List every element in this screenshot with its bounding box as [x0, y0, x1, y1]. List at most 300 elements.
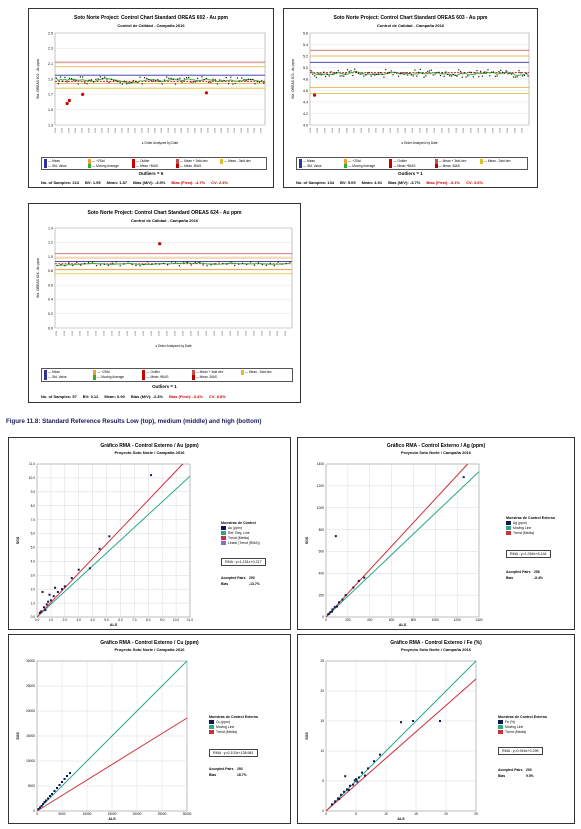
- stat-label: No. of Samples:: [41, 180, 73, 185]
- x-tick-label: 400: [367, 618, 373, 622]
- stat-label: Bias: [221, 582, 229, 586]
- stat-label: No. of Samples:: [296, 180, 328, 185]
- data-point: [50, 599, 52, 601]
- y-tick-label: 5000: [27, 784, 35, 789]
- sample-point: [88, 262, 89, 263]
- sample-point: [246, 264, 247, 265]
- rma-chart-au: [8, 437, 291, 630]
- y-tick-label: 20000: [26, 709, 35, 714]
- sample-point: [445, 71, 446, 72]
- outlier-point: [205, 91, 208, 94]
- x-tick-label: 2016: [214, 128, 217, 133]
- sample-point: [124, 81, 125, 82]
- x-tick-label: 2016: [81, 128, 84, 133]
- x-axis-label: ♦ Order Analyzed by Date: [141, 141, 179, 145]
- sample-point: [208, 82, 209, 83]
- data-point: [344, 775, 346, 777]
- sample-point: [464, 72, 465, 73]
- rma-stats: [506, 569, 543, 581]
- legend-title: Muestras de Control Externo: [498, 715, 548, 719]
- stat-value: 293: [249, 576, 255, 580]
- y-tick-label: 0.6: [48, 283, 53, 288]
- stat-bias2: [426, 180, 460, 185]
- y-tick-label: 0.4: [48, 297, 53, 302]
- x-tick-label: 2016: [434, 128, 437, 133]
- x-tick-label: 2016: [147, 128, 150, 133]
- y-tick-label: 4.6: [303, 88, 308, 93]
- data-point: [51, 793, 53, 795]
- y-tick-label: 1.2: [48, 240, 53, 245]
- sample-point: [190, 82, 191, 83]
- sample-point: [400, 73, 401, 74]
- legend-title: Muestras de Control Externo: [209, 715, 259, 719]
- sample-point: [217, 83, 218, 84]
- data-point: [108, 535, 110, 537]
- rma-equation: RMA : y=0.916x+0.299: [498, 747, 543, 755]
- sample-point: [56, 265, 57, 266]
- x-tick-label: 2016: [426, 128, 429, 133]
- stat-label: BV:: [85, 180, 93, 185]
- sample-point: [175, 83, 176, 84]
- data-point: [328, 613, 330, 615]
- sample-point: [155, 263, 156, 264]
- data-point: [352, 784, 354, 786]
- sample-point: [259, 82, 260, 83]
- sample-point: [442, 72, 443, 73]
- legend-entry: — Outlier: [142, 370, 191, 375]
- stats-row: [41, 394, 226, 399]
- data-point: [42, 803, 44, 805]
- data-point: [373, 760, 375, 762]
- sample-point: [456, 76, 457, 77]
- sample-point: [261, 80, 262, 81]
- y-tick-label: 400: [318, 571, 324, 576]
- sample-point: [115, 80, 116, 81]
- legend-entry: — Mean - 3std dev: [220, 159, 264, 164]
- x-tick-label: 2016: [103, 331, 106, 336]
- x-tick-label: 2016: [194, 128, 197, 133]
- sample-point: [71, 78, 72, 79]
- x-tick-label: 2016: [229, 331, 232, 336]
- sample-point: [222, 263, 223, 264]
- x-tick-label: 2016: [128, 128, 131, 133]
- sample-point: [487, 69, 488, 70]
- rma-chart-fe: [297, 634, 575, 824]
- sample-point: [451, 75, 452, 76]
- legend-entry: — Moving Average: [344, 164, 389, 169]
- y-tick-label: 1.5: [48, 107, 53, 112]
- x-tick-label: 2.0: [62, 618, 68, 622]
- x-tick-label: 15000: [107, 812, 117, 816]
- data-point: [150, 474, 152, 476]
- chart-title: Gráfico RMA - Control Externo / Ag (ppm): [386, 443, 486, 449]
- data-point: [45, 800, 47, 802]
- figure-caption: Figure 11.8: Standard Reference Results Low (top), medium (middle) and high (bottom): [6, 418, 262, 425]
- legend-entry: — Mean: [44, 370, 93, 375]
- y-tick-label: 0: [322, 809, 324, 814]
- x-tick-label: 2016: [234, 128, 237, 133]
- stat-value: 3.6%: [473, 180, 484, 185]
- data-point: [439, 720, 441, 722]
- sample-point: [171, 261, 172, 262]
- sample-point: [206, 78, 207, 79]
- sample-point: [336, 72, 337, 73]
- stat-bias: [388, 180, 420, 185]
- y-tick-label: 5.0: [30, 545, 35, 550]
- sample-point: [289, 262, 290, 263]
- data-point: [49, 594, 51, 596]
- x-tick-label: 2016: [141, 128, 144, 133]
- sample-point: [122, 83, 123, 84]
- x-tick-label: 2016: [353, 128, 356, 133]
- sample-point: [159, 81, 160, 82]
- sample-point: [420, 69, 421, 70]
- sample-point: [239, 80, 240, 81]
- sample-point: [98, 78, 99, 79]
- x-tick-label: 3.0: [76, 618, 81, 622]
- stat-value: 1.95: [92, 180, 101, 185]
- y-tick-label: 1.9: [48, 77, 53, 82]
- x-tick-label: 2016: [441, 128, 444, 133]
- sample-point: [352, 75, 353, 76]
- sample-point: [329, 75, 330, 76]
- sample-point: [444, 76, 445, 77]
- legend-entry: — Mean +BIAS: [389, 164, 434, 169]
- x-tick-label: 2016: [108, 128, 111, 133]
- sample-point: [80, 76, 81, 77]
- x-tick-label: 2016: [375, 128, 378, 133]
- sample-point: [371, 75, 372, 76]
- x-tick-label: 2016: [261, 331, 264, 336]
- y-axis-label: Std. OREAS 624 - Au ppm: [36, 258, 40, 298]
- y-axis-label: Std. OREAS 602 - Au ppm: [36, 59, 40, 99]
- sample-point: [186, 77, 187, 78]
- chart-subtitle: Control de Calidad - Campaña 2016: [117, 23, 185, 28]
- sample-point: [84, 263, 85, 264]
- x-tick-label: 2016: [206, 331, 209, 336]
- sample-point: [175, 261, 176, 262]
- data-point: [99, 548, 101, 550]
- sample-point: [112, 263, 113, 264]
- outliers-count: Outliers = 1: [152, 384, 177, 389]
- sample-point: [234, 265, 235, 266]
- sample-point: [391, 70, 392, 71]
- stat-label: Bias (M/V):: [130, 394, 153, 399]
- data-point: [64, 585, 66, 587]
- y-tick-label: 3.0: [30, 573, 35, 578]
- sample-point: [248, 79, 249, 80]
- x-tick-label: 1400: [475, 618, 483, 622]
- chart-subtitle: Control de Calidad - Campaña 2016: [376, 23, 445, 28]
- sample-point: [241, 77, 242, 78]
- data-point: [341, 599, 343, 601]
- x-tick-label: 2016: [166, 331, 169, 336]
- stat-bv: [85, 180, 101, 185]
- x-tick-label: 2016: [95, 331, 98, 336]
- sample-point: [82, 76, 83, 77]
- y-tick-label: 30000: [26, 659, 35, 664]
- sample-point: [142, 83, 143, 84]
- sample-point: [484, 71, 485, 72]
- data-point: [46, 603, 48, 605]
- stats-row: [41, 180, 228, 185]
- stat-value: -8.4%: [534, 576, 543, 580]
- data-point: [89, 567, 91, 569]
- sample-point: [416, 76, 417, 77]
- sample-point: [509, 73, 510, 74]
- stat-bias2: [171, 180, 205, 185]
- y-tick-label: 4.8: [303, 77, 308, 82]
- sample-point: [64, 77, 65, 78]
- sample-point: [155, 80, 156, 81]
- sample-point: [78, 83, 79, 84]
- y-tick-label: 0.0: [30, 615, 35, 620]
- sample-point: [210, 264, 211, 265]
- data-point: [331, 611, 333, 613]
- x-tick-label: 2016: [190, 331, 193, 336]
- x-tick-label: 2016: [339, 128, 342, 133]
- sample-point: [257, 81, 258, 82]
- data-point: [335, 535, 337, 537]
- sample-point: [108, 265, 109, 266]
- sample-point: [427, 71, 428, 72]
- stat-label: Accepted Pairs: [209, 767, 234, 771]
- rma-legend: [209, 715, 258, 735]
- stat-value: 293: [526, 768, 532, 772]
- data-point: [56, 787, 58, 789]
- sample-point: [230, 261, 231, 262]
- data-point: [66, 775, 68, 777]
- sample-point: [475, 72, 476, 73]
- x-tick-label: 10: [384, 812, 388, 816]
- sample-point: [402, 72, 403, 73]
- sample-point: [383, 77, 384, 78]
- sample-point: [517, 76, 518, 77]
- legend-entry: — Mean -BIAS: [176, 164, 220, 169]
- sample-point: [436, 72, 437, 73]
- sample-point: [182, 82, 183, 83]
- y-axis-label: SGS: [16, 732, 20, 740]
- sample-point: [131, 264, 132, 265]
- plot-area: [37, 464, 190, 617]
- y-tick-label: 4.4: [303, 100, 308, 105]
- x-tick-label: 11.0: [187, 618, 193, 622]
- sample-point: [387, 72, 388, 73]
- sample-point: [500, 70, 501, 71]
- sample-point: [316, 77, 317, 78]
- rma-stats: [498, 767, 534, 779]
- chart-legend: [41, 157, 267, 170]
- x-tick-label: 1200: [453, 618, 461, 622]
- x-tick-label: 0: [325, 618, 327, 622]
- sample-point: [69, 78, 70, 79]
- sample-point: [230, 77, 231, 78]
- x-tick-label: 30000: [182, 812, 192, 816]
- y-tick-label: 20: [320, 689, 324, 694]
- legend-entry: Trend (Media): [221, 536, 260, 540]
- sample-point: [131, 82, 132, 83]
- x-tick-label: 2016: [174, 128, 177, 133]
- x-tick-label: 2016: [260, 128, 263, 133]
- sample-point: [168, 78, 169, 79]
- sample-point: [518, 70, 519, 71]
- x-tick-label: 2016: [187, 128, 190, 133]
- sample-point: [431, 70, 432, 71]
- x-tick-label: 2016: [127, 331, 130, 336]
- sample-point: [191, 264, 192, 265]
- sample-point: [106, 79, 107, 80]
- sample-point: [111, 79, 112, 80]
- chart-legend: [41, 368, 293, 382]
- x-tick-label: 2016: [285, 331, 288, 336]
- stat-label: CV:: [208, 394, 217, 399]
- data-point: [78, 569, 80, 571]
- sample-point: [312, 74, 313, 75]
- stat-bias: [133, 180, 165, 185]
- sample-point: [221, 81, 222, 82]
- rma-equation: RMA : y=1.151x+0.217: [221, 558, 266, 566]
- data-point: [43, 606, 45, 608]
- stat-n: [296, 180, 334, 185]
- x-tick-label: 200: [345, 618, 351, 622]
- x-tick-label: 2016: [277, 331, 280, 336]
- sample-point: [164, 80, 165, 81]
- x-tick-label: 2016: [499, 128, 502, 133]
- x-tick-label: 2016: [201, 128, 203, 133]
- sample-point: [323, 72, 324, 73]
- x-tick-label: 2016: [150, 331, 153, 336]
- sample-point: [120, 265, 121, 266]
- sample-point: [334, 72, 335, 73]
- stat-value: 4.91: [374, 180, 383, 185]
- stats-row: [296, 180, 483, 185]
- sample-point: [146, 78, 147, 79]
- sample-point: [496, 75, 497, 76]
- x-tick-label: 2016: [521, 128, 524, 133]
- legend-entry: Moving Line: [209, 725, 258, 729]
- x-tick-label: 2016: [88, 128, 91, 133]
- data-point: [349, 785, 351, 787]
- sample-point: [120, 82, 121, 83]
- legend-entry: Lineal (Trend (RMA)): [221, 541, 260, 545]
- stat-bias: [131, 394, 163, 399]
- x-tick-label: 0: [36, 812, 38, 816]
- x-tick-label: 2016: [55, 128, 58, 133]
- sample-point: [310, 70, 311, 71]
- stat-label: BV:: [340, 180, 348, 185]
- legend-entry: — +2Std: [93, 370, 142, 375]
- stat-label: CV:: [466, 180, 474, 185]
- y-axis-label: SGS: [305, 536, 309, 545]
- data-point: [334, 800, 336, 802]
- y-tick-label: 4.0: [30, 559, 35, 564]
- sample-point: [195, 81, 196, 82]
- sample-point: [347, 69, 348, 70]
- chart-title: Gráfico RMA - Control Externo / Cu (ppm): [100, 640, 199, 646]
- y-tick-label: 1.0: [30, 601, 35, 606]
- sample-point: [319, 73, 320, 74]
- sample-point: [527, 75, 528, 76]
- sample-point: [128, 82, 129, 83]
- outlier-point: [66, 102, 69, 105]
- x-tick-label: 2016: [269, 331, 272, 336]
- stat-value: 9.5%: [526, 774, 534, 778]
- stat-value: 256: [534, 570, 540, 574]
- chart-subtitle: Control de Calidad - Campaña 2016: [130, 218, 199, 223]
- data-point: [39, 612, 41, 614]
- sample-point: [403, 74, 404, 75]
- sample-point: [340, 75, 341, 76]
- sample-point: [58, 83, 59, 84]
- sample-point: [184, 78, 185, 79]
- stat-label: BV:: [82, 394, 91, 399]
- x-tick-label: 2016: [134, 331, 137, 336]
- sample-point: [433, 74, 434, 75]
- data-point: [69, 772, 71, 774]
- y-tick-label: 5: [322, 779, 324, 784]
- legend-entry: [480, 164, 525, 169]
- stat-value: -3.5%: [154, 180, 166, 185]
- sample-point: [62, 81, 63, 82]
- x-tick-label: 15: [414, 812, 418, 816]
- outlier-point: [81, 93, 84, 96]
- sample-point: [467, 75, 468, 76]
- sample-point: [504, 73, 505, 74]
- outliers-count: Outliers = 5: [138, 171, 164, 176]
- sample-point: [73, 80, 74, 81]
- data-point: [364, 775, 366, 777]
- sample-point: [489, 75, 490, 76]
- sample-point: [478, 76, 479, 77]
- x-tick-label: 6.0: [118, 618, 123, 622]
- x-tick-label: 2016: [485, 128, 488, 133]
- sample-point: [137, 82, 138, 83]
- x-tick-label: 10.0: [172, 618, 180, 622]
- x-tick-label: 2016: [134, 128, 137, 133]
- sample-point: [350, 70, 351, 71]
- data-point: [345, 594, 347, 596]
- sample-point: [203, 264, 204, 265]
- rma-equation: RMA : y=1.094x+6.144: [506, 550, 551, 558]
- outlier-point: [68, 99, 71, 102]
- x-tick-label: 2016: [309, 128, 312, 133]
- legend-entry: Au (ppm): [221, 526, 260, 530]
- legend-entry: Cu (ppm): [209, 720, 258, 724]
- stat-value: 5.09: [347, 180, 356, 185]
- y-tick-label: 1000: [316, 505, 324, 510]
- stat-label: Accepted Pairs: [221, 576, 246, 580]
- data-point: [363, 577, 365, 579]
- x-tick-label: 2016: [227, 128, 230, 133]
- sample-point: [471, 72, 472, 73]
- sample-point: [449, 75, 450, 76]
- sample-point: [89, 80, 90, 81]
- legend-entry: Ref. Reg. Line: [221, 531, 260, 535]
- sample-point: [453, 74, 454, 75]
- sample-point: [60, 264, 61, 265]
- outliers-count: Outliers = 1: [398, 171, 423, 176]
- y-axis-label: SGS: [16, 536, 20, 545]
- sample-point: [460, 71, 461, 72]
- stat-label: CV:: [211, 180, 219, 185]
- sample-point: [367, 72, 368, 73]
- sample-point: [480, 71, 481, 72]
- sample-point: [327, 74, 328, 75]
- y-tick-label: 1400: [316, 462, 324, 467]
- sample-point: [212, 79, 213, 80]
- sample-point: [117, 81, 118, 82]
- sample-point: [68, 262, 69, 263]
